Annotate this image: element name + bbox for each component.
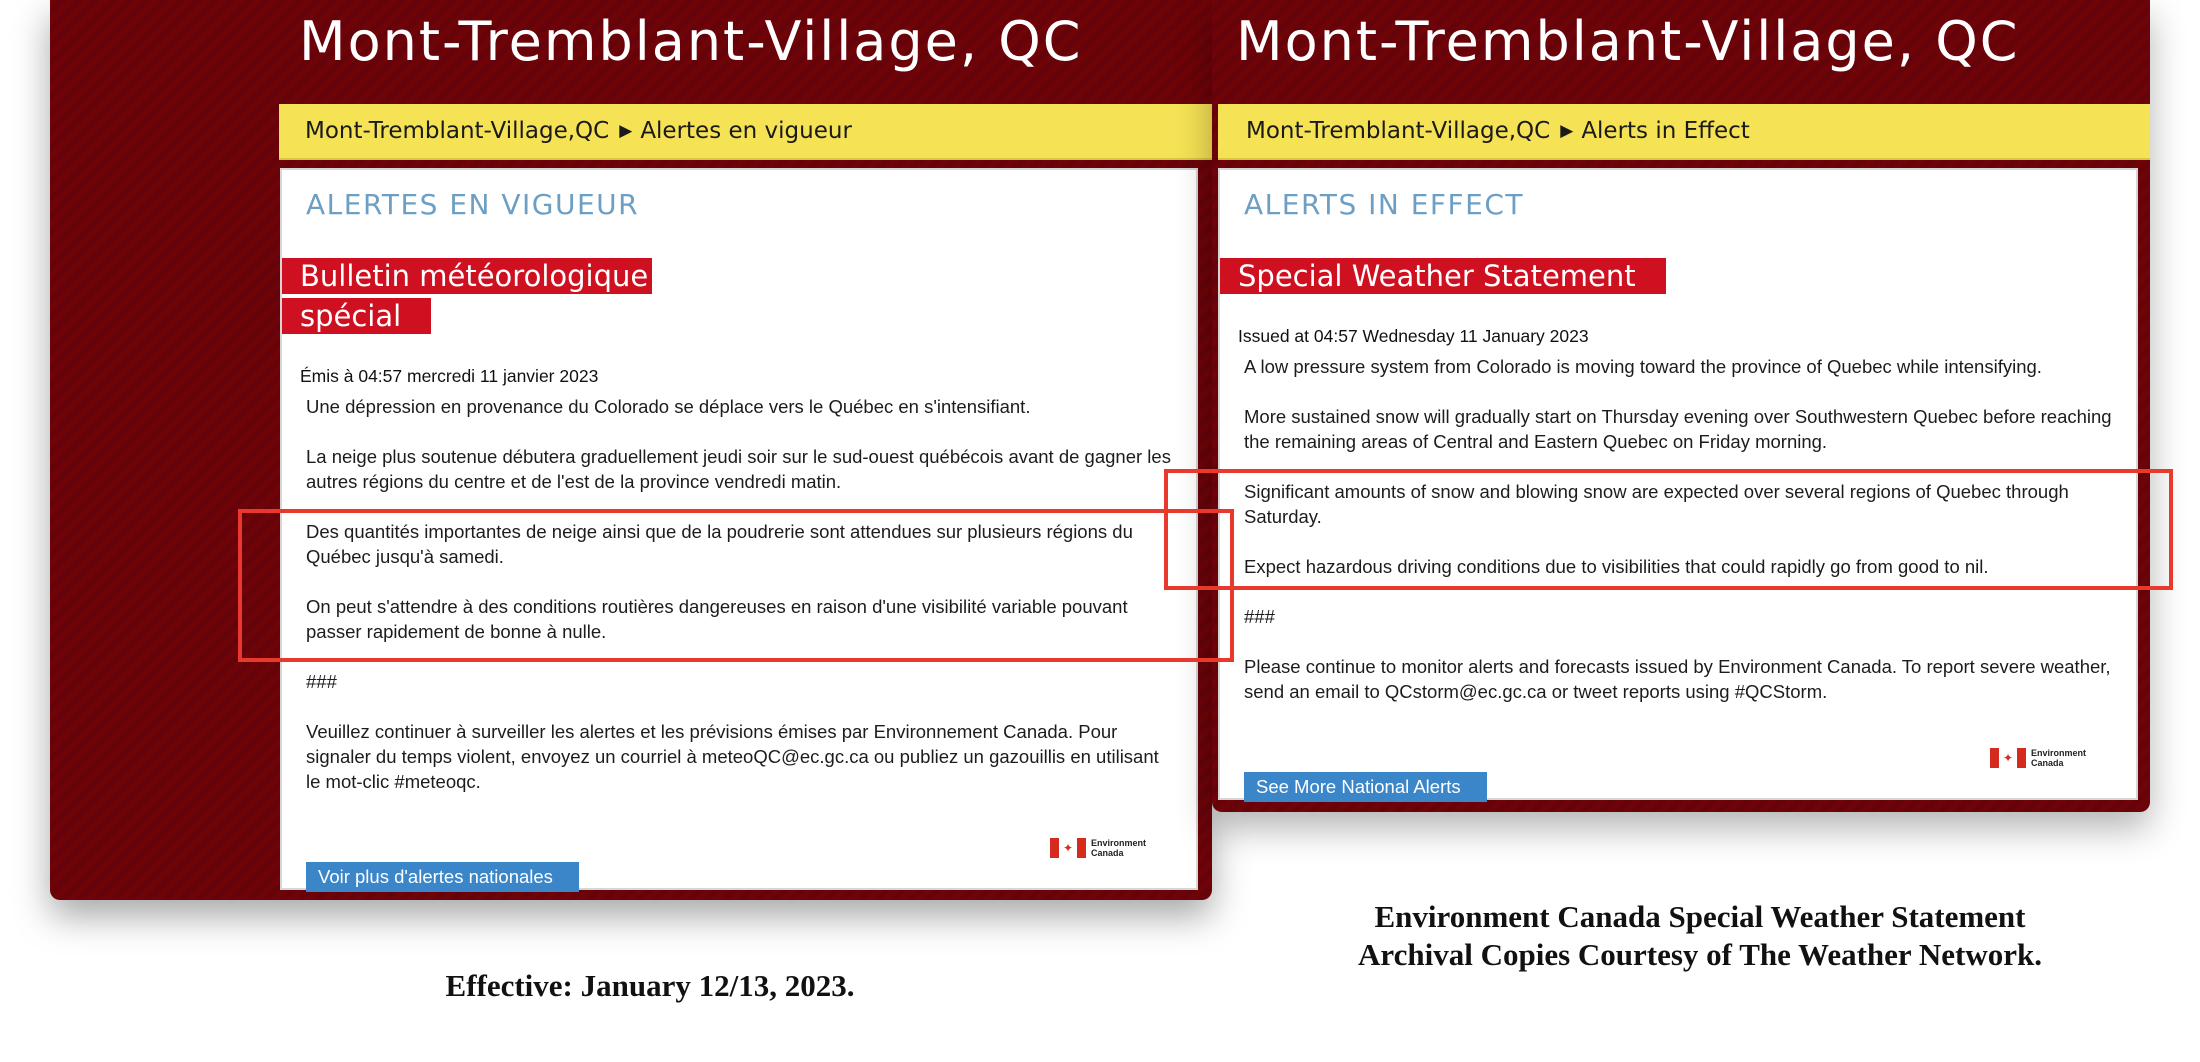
alerts-heading: ALERTS IN EFFECT (1244, 188, 1524, 221)
breadcrumb-arrow-icon: ▶ (1560, 121, 1574, 141)
source-caption-line2: Archival Copies Courtesy of The Weather Network. (1358, 937, 2042, 972)
breadcrumb (1218, 104, 2150, 160)
more-national-alerts-button[interactable]: See More National Alerts (1244, 772, 1487, 802)
issued-timestamp: Issued at 04:57 Wednesday 11 January 2023 (1238, 326, 1589, 346)
alert-separator: ### (306, 671, 337, 692)
alert-paragraph: Expect hazardous driving conditions due to visibilities that could rapidly go from good to nil. (1244, 556, 1989, 577)
alert-paragraph: On peut s'attendre à des conditions routières dangereuses en raison d'une visibilité variable pouvant passer rapidement de bonne à nulle. (306, 596, 1128, 642)
breadcrumb-current: Alerts in Effect (1581, 118, 1750, 144)
city-title: Mont-Tremblant-Village, QC (299, 10, 1083, 73)
breadcrumb-current: Alertes en vigueur (640, 118, 852, 144)
alert-paragraph: More sustained snow will gradually start on Thursday evening over Southwestern Quebec before reaching the remaining areas of Central and Eastern Quebec on Friday morning. (1244, 406, 2112, 452)
alert-paragraph: Veuillez continuer à surveiller les alertes et les prévisions émises par Environnement Canada. Pour signaler du temps violent, envoyez un courriel à meteoQC@ec.gc.ca ou publiez un gazouillis en utilisant le mot-clic #meteoqc. (306, 721, 1159, 792)
alerts-heading: ALERTES EN VIGUEUR (306, 188, 640, 221)
bulletin-title-line2: spécial (282, 298, 431, 334)
logo-text-line2: Canada (1091, 848, 1124, 858)
alert-paragraph: Significant amounts of snow and blowing snow are expected over several regions of Quebec through Saturday. (1244, 481, 2069, 527)
alert-paragraph: A low pressure system from Colorado is moving toward the province of Quebec while intensifying. (1244, 356, 2042, 377)
canada-flag-icon: ✦ (1050, 838, 1086, 858)
logo-text-line1: Environment (2031, 748, 2087, 758)
bulletin-title-line1: Special Weather Statement (1220, 258, 1666, 294)
city-title: Mont-Tremblant-Village, QC (1236, 10, 2020, 73)
alert-paragraph: Une dépression en provenance du Colorado se déplace vers le Québec en s'intensifiant. (306, 396, 1031, 417)
highlight-box-french (238, 509, 1234, 662)
breadcrumb-arrow-icon: ▶ (619, 121, 633, 141)
bulletin-title-line1: Bulletin météorologique (282, 258, 652, 294)
breadcrumb-location-link[interactable]: Mont-Tremblant-Village,QC (305, 118, 610, 144)
environment-canada-logo (1990, 748, 2086, 768)
issued-timestamp: Émis à 04:57 mercredi 11 janvier 2023 (300, 366, 599, 386)
bulletin-title (1220, 258, 1666, 294)
logo-text-line2: Canada (2031, 758, 2064, 768)
effective-date-caption: Effective: January 12/13, 2023. (445, 968, 855, 1003)
breadcrumb (279, 104, 1212, 160)
bulletin-title (282, 258, 652, 334)
source-caption-line1: Environment Canada Special Weather Statement (1374, 899, 2026, 934)
breadcrumb-location-link[interactable]: Mont-Tremblant-Village,QC (1246, 118, 1551, 144)
alert-paragraph: Des quantités importantes de neige ainsi que de la poudrerie sont attendues sur plusieurs régions du Québec jusqu'à samedi. (306, 521, 1133, 567)
alert-paragraph: La neige plus soutenue débutera graduellement jeudi soir sur le sud-ouest québécois avant de gagner les autres régions du centre et de l'est de la province vendredi matin. (306, 446, 1171, 492)
highlight-box-english (1164, 469, 2173, 590)
canada-flag-icon: ✦ (1990, 748, 2026, 768)
environment-canada-logo (1050, 838, 1146, 858)
alert-separator: ### (1244, 606, 1275, 627)
english-alert-panel (1212, 0, 2150, 812)
more-national-alerts-button[interactable]: Voir plus d'alertes nationales (306, 862, 579, 892)
logo-text-line1: Environment (1091, 838, 1147, 848)
source-caption (1250, 898, 2150, 974)
french-alert-panel (50, 0, 1212, 900)
alert-paragraph: Please continue to monitor alerts and forecasts issued by Environment Canada. To report severe weather, send an email to QCstorm@ec.gc.ca or tweet reports using #QCStorm. (1244, 656, 2111, 702)
